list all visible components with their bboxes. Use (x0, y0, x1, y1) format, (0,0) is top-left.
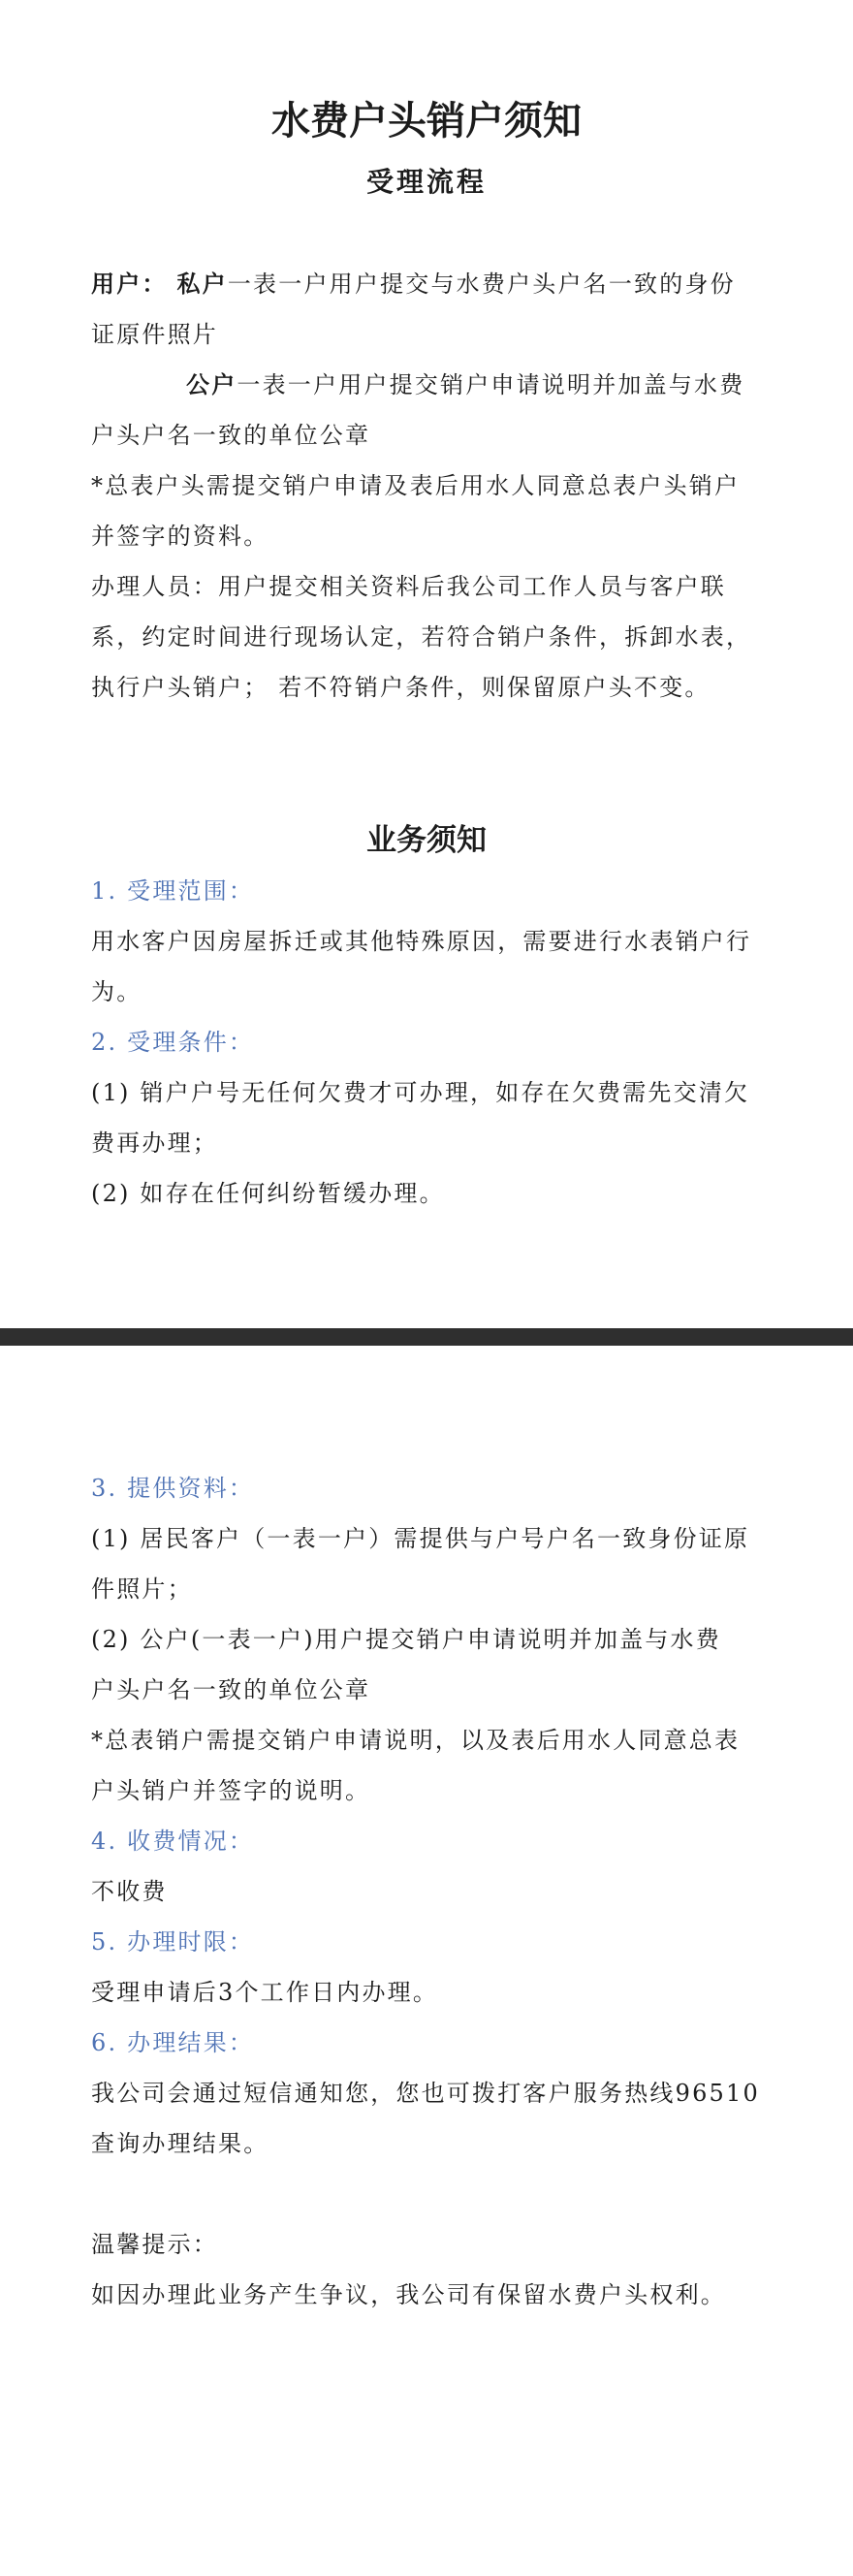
users-private-line-1 (91, 272, 736, 296)
fees-heading: 4. 收费情况： (91, 1828, 255, 1855)
fees-text: 不收费 (91, 1878, 168, 1905)
materials-total-line-1: *总表销户需提交销户申请说明，以及表后用水人同意总表 (91, 1727, 741, 1754)
time-limit-heading: 5. 办理时限： (91, 1928, 255, 1956)
total-text-2: 并签字的资料。 (91, 523, 269, 550)
public-text-2: 户头户名一致的单位公章 (91, 422, 371, 449)
result-line-2: 查询办理结果。 (91, 2130, 269, 2157)
users-label: 用户： (91, 270, 168, 298)
conditions-item-1-line-1: (1) 销户户号无任何欠费才可办理，如存在欠费需先交清欠 (91, 1079, 750, 1106)
public-label: 公户 (186, 371, 237, 398)
tip-heading: 温馨提示： (91, 2231, 218, 2258)
staff-line-2: 系，约定时间进行现场认定，若符合销户条件，拆卸水表， (91, 623, 752, 651)
conditions-item-2: (2) 如存在任何纠纷暂缓办理。 (91, 1180, 445, 1207)
time-limit-text: 受理申请后3个工作日内办理。 (91, 1979, 439, 2006)
section-title-business: 业务须知 (366, 823, 487, 858)
staff-line-3: 执行户头销户； 若不符销户条件，则保留原户头不变。 (91, 674, 711, 701)
materials-total-line-2: 户头销户并签字的说明。 (91, 1777, 371, 1804)
page-separator (0, 1328, 853, 1346)
scope-line-2: 为。 (91, 978, 142, 1005)
scope-line-1: 用水客户因房屋拆迁或其他特殊原因，需要进行水表销户行 (91, 928, 752, 955)
materials-item-2-line-1: (2) 公户(一表一户)用户提交销户申请说明并加盖与水费 (91, 1626, 721, 1653)
conditions-heading: 2. 受理条件： (91, 1029, 255, 1056)
total-text-1: *总表户头需提交销户申请及表后用水人同意总表户头销户 (91, 472, 741, 499)
private-text-2: 证原件照片 (91, 321, 218, 348)
public-text-1: 一表一户用户提交销户申请说明并加盖与水费 (237, 371, 745, 398)
page-title: 水费户头销户须知 (271, 99, 582, 143)
conditions-item-1-line-2: 费再办理； (91, 1129, 218, 1157)
tip-text: 如因办理此业务产生争议，我公司有保留水费户头权利。 (91, 2281, 726, 2308)
materials-item-2-line-2: 户头户名一致的单位公章 (91, 1676, 371, 1703)
private-label: 私户 (176, 270, 228, 298)
materials-item-1-line-1: (1) 居民客户（一表一户）需提供与户号户名一致身份证原 (91, 1525, 750, 1552)
staff-line-1: 办理人员：用户提交相关资料后我公司工作人员与客户联 (91, 573, 726, 600)
private-text-1: 一表一户用户提交与水费户头户名一致的身份 (227, 270, 736, 298)
scope-heading: 1. 受理范围： (91, 877, 255, 905)
section-title-process: 受理流程 (365, 166, 487, 198)
materials-heading: 3. 提供资料： (91, 1475, 255, 1502)
result-heading: 6. 办理结果： (91, 2029, 255, 2056)
document-page-2 (0, 1346, 853, 2576)
result-line-1: 我公司会通过短信通知您，您也可拨打客户服务热线96510 (91, 2080, 760, 2107)
materials-item-1-line-2: 件照片； (91, 1575, 193, 1603)
users-public-line-1 (186, 373, 744, 397)
